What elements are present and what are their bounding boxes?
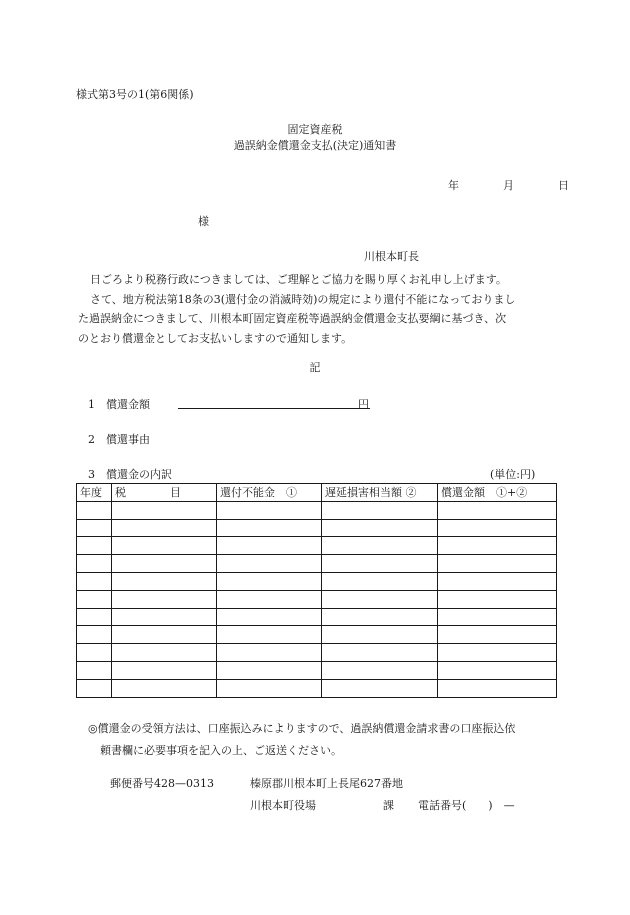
table-cell — [438, 555, 557, 573]
section-label: 課 — [383, 799, 394, 812]
table-cell — [112, 537, 217, 555]
table-cell — [217, 572, 322, 590]
ki-heading: 記 — [309, 361, 321, 374]
table-cell — [77, 519, 112, 537]
table-cell — [438, 608, 557, 626]
paragraph-2a: さて、地方税法第18条の3(還付金の消滅時効)の規定により還付不能になっておりまし — [90, 292, 516, 306]
table-cell — [438, 572, 557, 590]
issue-date — [448, 177, 569, 193]
table-cell — [217, 537, 322, 555]
table-cell — [77, 626, 112, 644]
table-cell — [77, 644, 112, 662]
table-cell — [112, 679, 217, 697]
phone-number: 電話番号( ) — — [418, 799, 515, 812]
sender-name: 川根本町長 — [364, 250, 419, 263]
table-cell — [217, 501, 322, 519]
table-header-row — [77, 484, 557, 502]
table-cell — [112, 572, 217, 590]
table-row — [77, 626, 557, 644]
table-cell — [322, 608, 438, 626]
table-cell — [112, 626, 217, 644]
postal-code: 郵便番号428—0313 — [110, 777, 214, 790]
table-cell — [322, 572, 438, 590]
paragraph-2b: た過誤納金につきまして、川根本町固定資産税等過誤納金償還金支払要綱に基づき、次 — [78, 312, 507, 325]
paragraph-1: 日ごろより税務行政につきましては、ご理解とご協力を賜り厚くお礼申し上げます。 — [90, 273, 507, 286]
item-2-label: 2 償還事由 — [88, 433, 150, 446]
table-cell — [322, 661, 438, 679]
table-cell — [217, 590, 322, 608]
date-day: 日 — [558, 179, 569, 192]
table-row — [77, 537, 557, 555]
table-cell — [438, 537, 557, 555]
table-cell — [322, 537, 438, 555]
table-row — [77, 555, 557, 573]
table-cell — [112, 590, 217, 608]
header-delay-damages: 遅延損害相当額 ② — [322, 484, 438, 502]
table-cell — [112, 501, 217, 519]
table-cell — [112, 519, 217, 537]
title-line-1: 固定資産税 — [287, 123, 343, 136]
table-cell — [77, 679, 112, 697]
office-address: 榛原郡川根本町上長尾627番地 — [250, 777, 403, 790]
table-cell — [77, 608, 112, 626]
table-row — [77, 644, 557, 662]
table-cell — [217, 626, 322, 644]
table-cell — [438, 661, 557, 679]
table-row — [77, 590, 557, 608]
table-cell — [322, 555, 438, 573]
table-row — [77, 661, 557, 679]
receipt-note — [88, 718, 558, 762]
table-cell — [77, 572, 112, 590]
table-cell — [322, 626, 438, 644]
table-cell — [438, 590, 557, 608]
table-cell — [112, 555, 217, 573]
table-row — [77, 608, 557, 626]
header-tax-item: 税 目 — [112, 484, 217, 502]
table-row — [77, 501, 557, 519]
table-row — [77, 572, 557, 590]
item-1-unit: 円 — [358, 398, 369, 411]
table-body — [77, 501, 557, 697]
body-text — [78, 270, 570, 348]
addressee-suffix: 様 — [198, 215, 209, 228]
table-cell — [77, 661, 112, 679]
unit-note: (単位:円) — [490, 468, 536, 481]
table-cell — [112, 608, 217, 626]
date-month: 月 — [503, 179, 514, 192]
breakdown-table — [76, 483, 557, 698]
note-line-2: 頼書欄に必要事項を記入の上、ご返送ください。 — [100, 744, 342, 757]
header-unrefundable: 還付不能金 ① — [217, 484, 322, 502]
table-cell — [77, 555, 112, 573]
form-number: 様式第3号の1(第6関係) — [76, 88, 194, 101]
table-cell — [77, 590, 112, 608]
amount-underline — [178, 408, 370, 409]
table-cell — [438, 644, 557, 662]
table-cell — [322, 590, 438, 608]
note-line-1: ◎償還金の受領方法は、口座振込みによりますので、過誤納償還金請求書の口座振込依 — [88, 722, 516, 735]
table-cell — [217, 679, 322, 697]
table-cell — [322, 501, 438, 519]
item-1-label: 1 償還金額 — [88, 398, 150, 411]
table-cell — [322, 679, 438, 697]
table-row — [77, 679, 557, 697]
office-name: 川根本町役場 — [250, 799, 316, 812]
table-cell — [322, 519, 438, 537]
table-cell — [217, 644, 322, 662]
header-refund-amount: 償還金額 ①+② — [438, 484, 557, 502]
header-year: 年度 — [77, 484, 112, 502]
table-cell — [217, 519, 322, 537]
title-line-2: 過誤納金償還金支払(決定)通知書 — [233, 139, 397, 152]
table-cell — [217, 608, 322, 626]
table-cell — [112, 644, 217, 662]
table-cell — [77, 537, 112, 555]
table-cell — [77, 501, 112, 519]
table-cell — [322, 644, 438, 662]
table-row — [77, 519, 557, 537]
table-cell — [438, 679, 557, 697]
date-year: 年 — [448, 179, 459, 192]
table-cell — [438, 626, 557, 644]
paragraph-2c: のとおり償還金としてお支払いしますので通知します。 — [78, 331, 353, 345]
table-cell — [217, 555, 322, 573]
table-cell — [438, 501, 557, 519]
item-3-label: 3 償還金の内訳 — [88, 468, 172, 481]
table-cell — [438, 519, 557, 537]
table-cell — [112, 661, 217, 679]
table-cell — [217, 661, 322, 679]
